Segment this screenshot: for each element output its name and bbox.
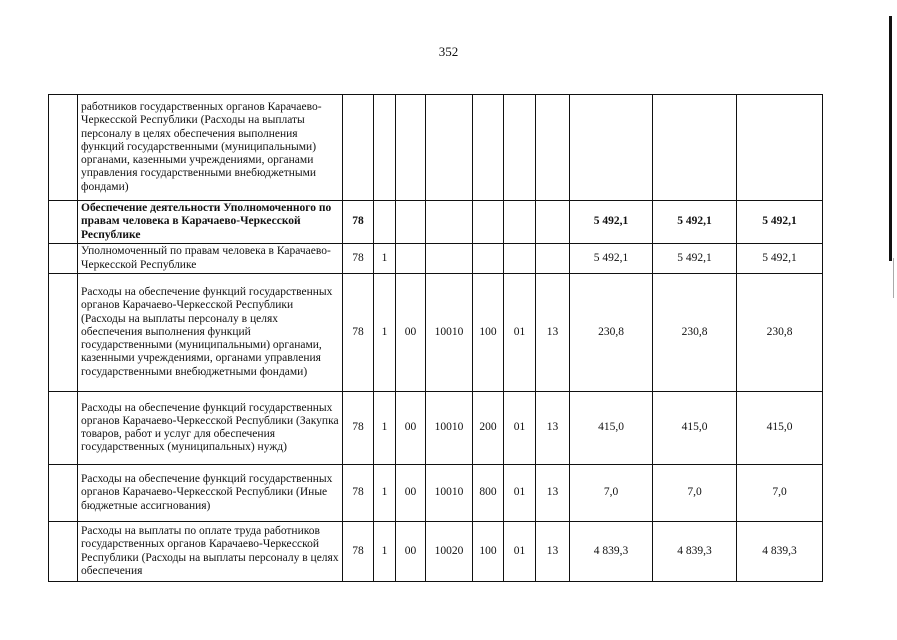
row-name: работников государственных органов Карачаево-Черкесской Республики (Расходы на выплаты персоналу в целях обеспечения выполнения функций государственными (муниципальными) органами, казенными учреждениями, органами управления государственными внебюджетными фондами): [78, 95, 343, 201]
amount-year-2: 415,0: [653, 392, 737, 465]
amount-year-2: 230,8: [653, 274, 737, 392]
amount-year-1: 415,0: [570, 392, 653, 465]
table-row: [49, 244, 823, 274]
subarticle-code: 13: [536, 392, 570, 465]
row-name: Уполномоченный по правам человека в Карачаево-Черкесской Республике: [78, 244, 343, 274]
section-code: 1: [374, 392, 396, 465]
subarticle-code: 13: [536, 274, 570, 392]
program-code: 00: [396, 392, 426, 465]
direction-code: [426, 201, 473, 244]
row-name: Расходы на обеспечение функций государственных органов Карачаево-Черкесской Республики (Расходы на выплаты персоналу в целях обеспечения выполнения функций государственными (муниципальными) органами, казенными учреждениями, органами управления государственными внебюджетными фондами): [78, 274, 343, 392]
amount-year-1: [570, 95, 653, 201]
blank-cell: [49, 465, 78, 522]
table-row: [49, 465, 823, 522]
ministry-code: 78: [343, 274, 374, 392]
amount-year-3: 230,8: [737, 274, 823, 392]
section-code: 1: [374, 465, 396, 522]
program-code: [396, 201, 426, 244]
program-code: 00: [396, 274, 426, 392]
program-code: 00: [396, 465, 426, 522]
expense-type-code: 200: [473, 392, 504, 465]
scan-edge-mark: [889, 16, 892, 261]
ministry-code: 78: [343, 522, 374, 582]
direction-code: [426, 244, 473, 274]
table-row: [49, 95, 823, 201]
amount-year-3: 415,0: [737, 392, 823, 465]
section-code: [374, 95, 396, 201]
ministry-code: [343, 95, 374, 201]
program-code: [396, 95, 426, 201]
subsection-code: 01: [504, 522, 536, 582]
section-code: 1: [374, 274, 396, 392]
ministry-code: 78: [343, 201, 374, 244]
blank-cell: [49, 244, 78, 274]
amount-year-2: 4 839,3: [653, 522, 737, 582]
amount-year-1: 4 839,3: [570, 522, 653, 582]
subarticle-code: [536, 95, 570, 201]
table-row: [49, 522, 823, 582]
blank-cell: [49, 522, 78, 582]
section-code: 1: [374, 522, 396, 582]
subsection-code: [504, 201, 536, 244]
row-name: Расходы на обеспечение функций государственных органов Карачаево-Черкесской Республики (Иные бюджетные ассигнования): [78, 465, 343, 522]
scan-edge-mark-faint: [893, 258, 894, 298]
direction-code: [426, 95, 473, 201]
amount-year-3: [737, 95, 823, 201]
expense-type-code: [473, 201, 504, 244]
page-number: 352: [438, 44, 459, 59]
direction-code: 10020: [426, 522, 473, 582]
subarticle-code: 13: [536, 522, 570, 582]
ministry-code: 78: [343, 244, 374, 274]
subarticle-code: [536, 201, 570, 244]
amount-year-3: 4 839,3: [737, 522, 823, 582]
blank-cell: [49, 392, 78, 465]
expense-type-code: 800: [473, 465, 504, 522]
direction-code: 10010: [426, 392, 473, 465]
table-row: [49, 274, 823, 392]
amount-year-2: 5 492,1: [653, 244, 737, 274]
amount-year-2: 5 492,1: [653, 201, 737, 244]
expense-type-code: 100: [473, 522, 504, 582]
amount-year-1: 7,0: [570, 465, 653, 522]
amount-year-3: 5 492,1: [737, 201, 823, 244]
amount-year-1: 5 492,1: [570, 201, 653, 244]
expense-type-code: 100: [473, 274, 504, 392]
row-name: Обеспечение деятельности Уполномоченного по правам человека в Карачаево-Черкесской Республике: [78, 201, 343, 244]
subsection-code: 01: [504, 465, 536, 522]
amount-year-2: [653, 95, 737, 201]
amount-year-1: 5 492,1: [570, 244, 653, 274]
subsection-code: [504, 95, 536, 201]
blank-cell: [49, 95, 78, 201]
subsection-code: 01: [504, 274, 536, 392]
amount-year-1: 230,8: [570, 274, 653, 392]
subarticle-code: 13: [536, 465, 570, 522]
blank-cell: [49, 201, 78, 244]
ministry-code: 78: [343, 465, 374, 522]
ministry-code: 78: [343, 392, 374, 465]
table-row: [49, 392, 823, 465]
subsection-code: 01: [504, 392, 536, 465]
subarticle-code: [536, 244, 570, 274]
blank-cell: [49, 274, 78, 392]
table-row: [49, 201, 823, 244]
expense-type-code: [473, 95, 504, 201]
direction-code: 10010: [426, 274, 473, 392]
amount-year-3: 5 492,1: [737, 244, 823, 274]
table-body: [49, 95, 823, 582]
amount-year-2: 7,0: [653, 465, 737, 522]
program-code: 00: [396, 522, 426, 582]
row-name: Расходы на обеспечение функций государственных органов Карачаево-Черкесской Республики (Закупка товаров, работ и услуг для обеспечения государственных (муниципальных) нужд): [78, 392, 343, 465]
expense-type-code: [473, 244, 504, 274]
subsection-code: [504, 244, 536, 274]
program-code: [396, 244, 426, 274]
section-code: [374, 201, 396, 244]
budget-table: [48, 94, 823, 582]
row-name: Расходы на выплаты по оплате труда работников государственных органов Карачаево-Черкесской Республики (Расходы на выплаты персоналу в целях обеспечения: [78, 522, 343, 582]
section-code: 1: [374, 244, 396, 274]
amount-year-3: 7,0: [737, 465, 823, 522]
direction-code: 10010: [426, 465, 473, 522]
